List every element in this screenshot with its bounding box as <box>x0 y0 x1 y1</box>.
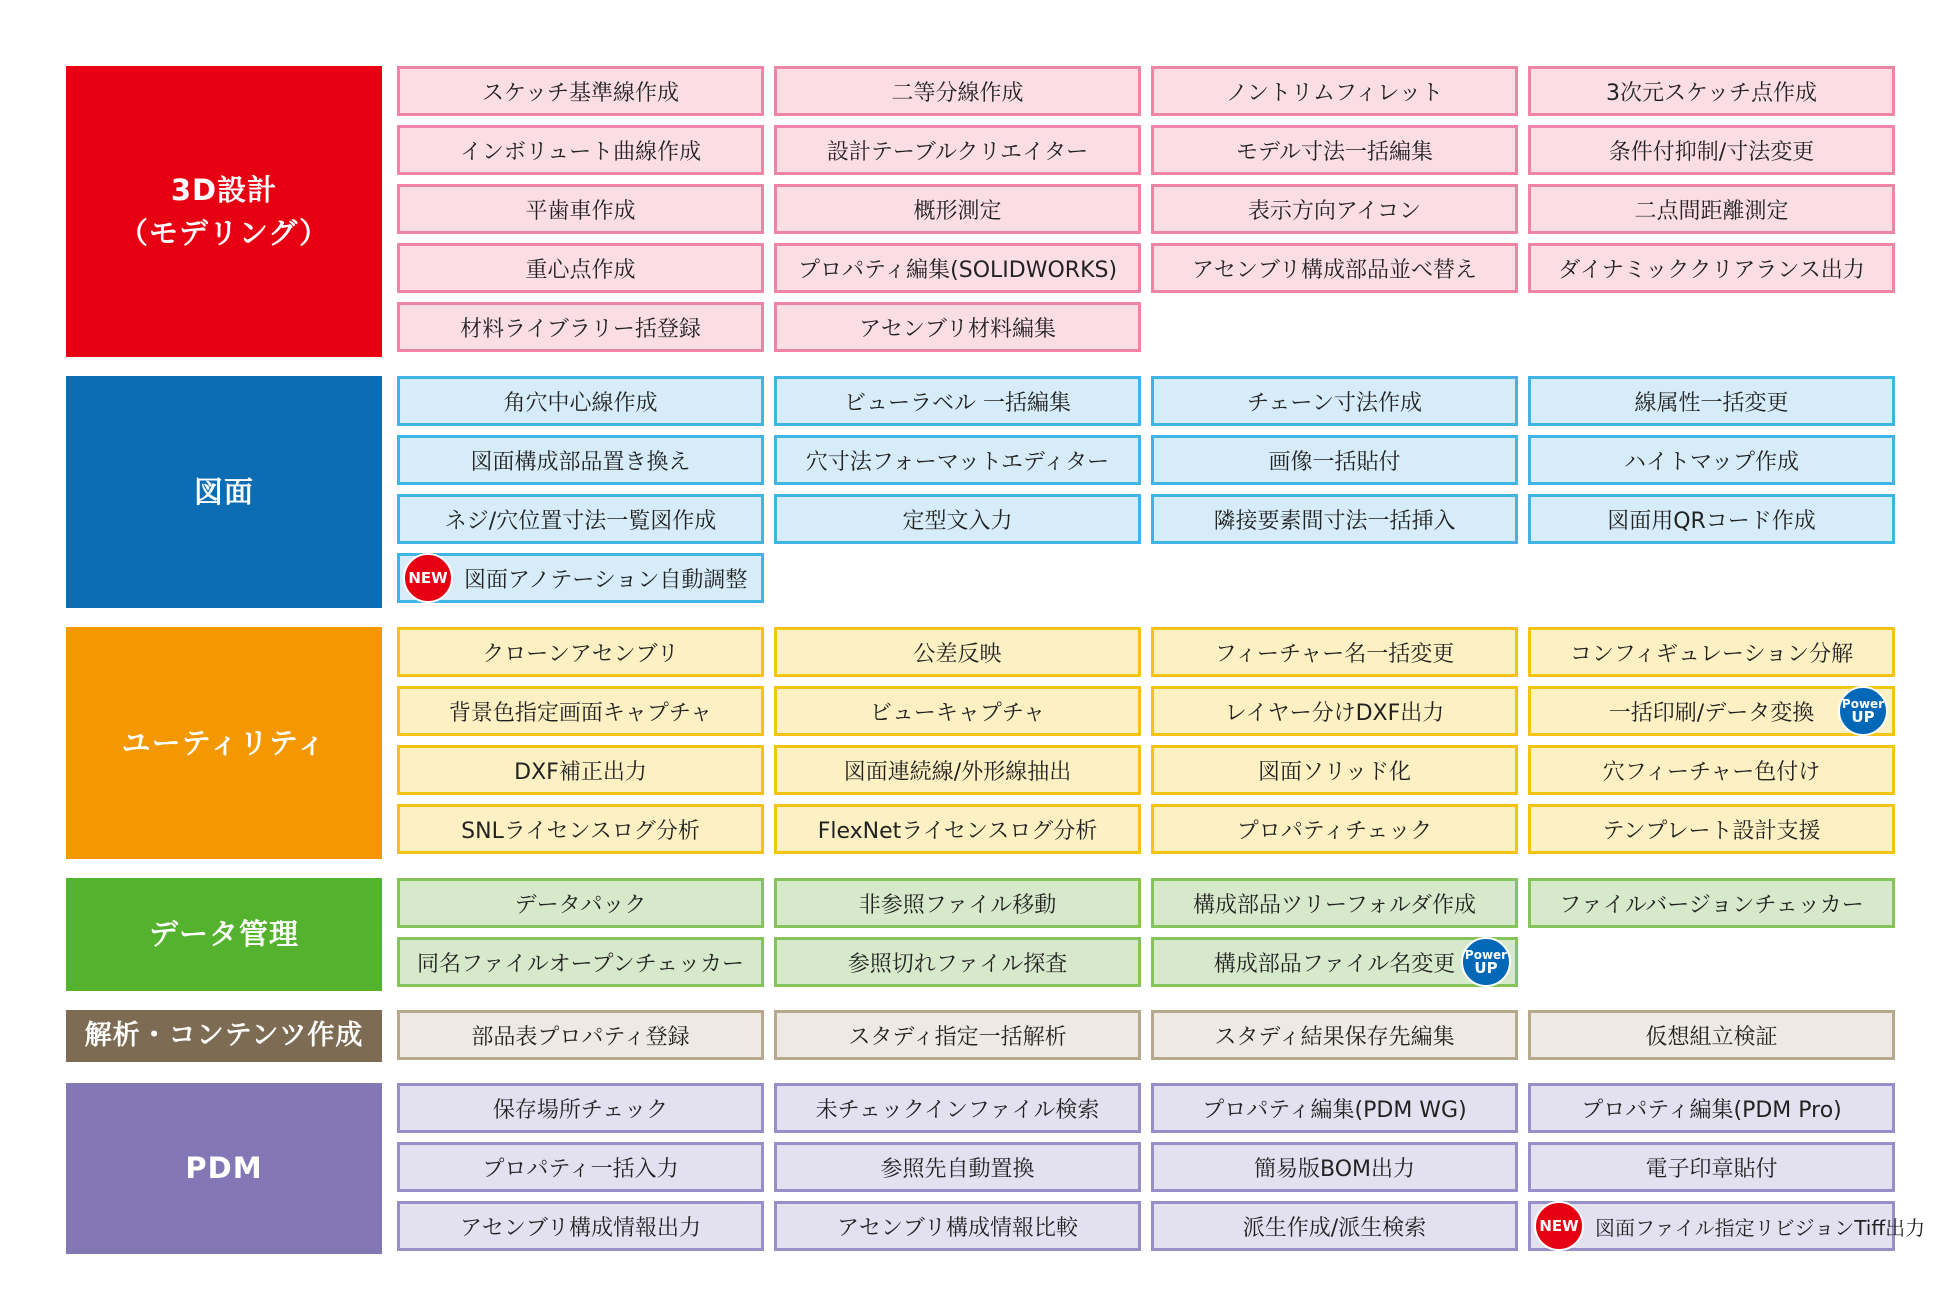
feature-item[interactable]: 画像一括貼付 <box>1151 435 1518 485</box>
category-label: 3D設計 （モデリング） <box>66 66 382 357</box>
feature-item[interactable]: SNLライセンスログ分析 <box>397 804 764 854</box>
feature-item[interactable]: 穴フィーチャー色付け <box>1528 745 1895 795</box>
feature-item[interactable]: ハイトマップ作成 <box>1528 435 1895 485</box>
feature-item[interactable]: プロパティ一括入力 <box>397 1142 764 1192</box>
feature-item[interactable]: DXF補正出力 <box>397 745 764 795</box>
feature-item[interactable]: 図面ソリッド化 <box>1151 745 1518 795</box>
feature-item[interactable]: スタディ指定一括解析 <box>774 1010 1141 1060</box>
feature-item[interactable]: 図面構成部品置き換え <box>397 435 764 485</box>
power-up-badge-bottom: UP <box>1851 707 1875 726</box>
section-data-management <box>66 878 1894 991</box>
feature-item[interactable]: プロパティチェック <box>1151 804 1518 854</box>
feature-item[interactable]: 未チェックインファイル検索 <box>774 1083 1141 1133</box>
feature-item[interactable]: ノントリムフィレット <box>1151 66 1518 116</box>
feature-item[interactable]: 定型文入力 <box>774 494 1141 544</box>
feature-item[interactable]: 図面用QRコード作成 <box>1528 494 1895 544</box>
category-label: ユーティリティ <box>66 627 382 859</box>
feature-item[interactable]: スケッチ基準線作成 <box>397 66 764 116</box>
feature-item[interactable]: 公差反映 <box>774 627 1141 677</box>
feature-item[interactable]: ビューキャプチャ <box>774 686 1141 736</box>
section-3d-design <box>66 66 1894 357</box>
feature-item[interactable] <box>1151 937 1518 987</box>
feature-item[interactable]: 保存場所チェック <box>397 1083 764 1133</box>
feature-grid <box>397 878 1895 987</box>
feature-item[interactable]: 二等分線作成 <box>774 66 1141 116</box>
feature-grid <box>397 66 1895 352</box>
feature-item[interactable]: 電子印章貼付 <box>1528 1142 1895 1192</box>
feature-grid <box>397 627 1895 854</box>
category-label: 解析・コンテンツ作成 <box>66 1010 382 1062</box>
category-label: データ管理 <box>66 878 382 991</box>
feature-item-label: 図面ファイル指定リビジョンTiff出力 <box>1595 1215 1926 1240</box>
feature-item[interactable]: 図面連続線/外形線抽出 <box>774 745 1141 795</box>
power-up-badge-top: Power <box>1841 696 1885 711</box>
power-up-badge-bottom: UP <box>1474 958 1498 977</box>
feature-item[interactable]: 条件付抑制/寸法変更 <box>1528 125 1895 175</box>
feature-item[interactable]: 部品表プロパティ登録 <box>397 1010 764 1060</box>
feature-grid <box>397 1083 1926 1251</box>
feature-item[interactable]: プロパティ編集(PDM WG) <box>1151 1083 1518 1133</box>
feature-item[interactable] <box>1528 1201 1926 1251</box>
feature-item[interactable]: クローンアセンブリ <box>397 627 764 677</box>
feature-item[interactable]: 3次元スケッチ点作成 <box>1528 66 1895 116</box>
section-analysis <box>66 1010 1894 1062</box>
feature-item[interactable]: 隣接要素間寸法一括挿入 <box>1151 494 1518 544</box>
feature-item[interactable]: データパック <box>397 878 764 928</box>
feature-item[interactable]: テンプレート設計支援 <box>1528 804 1895 854</box>
feature-item-label: 図面アノテーション自動調整 <box>464 567 748 593</box>
feature-item[interactable]: 簡易版BOM出力 <box>1151 1142 1518 1192</box>
feature-item[interactable]: レイヤー分けDXF出力 <box>1151 686 1518 736</box>
power-up-badge-top: Power <box>1464 947 1508 962</box>
feature-item[interactable]: コンフィギュレーション分解 <box>1528 627 1895 677</box>
feature-item[interactable]: 参照先自動置換 <box>774 1142 1141 1192</box>
feature-item[interactable]: プロパティ編集(PDM Pro) <box>1528 1083 1895 1133</box>
feature-item-label: 構成部品ファイル名変更 <box>1213 951 1456 977</box>
feature-item[interactable]: 非参照ファイル移動 <box>774 878 1141 928</box>
feature-item[interactable]: アセンブリ構成情報出力 <box>397 1201 764 1251</box>
feature-item[interactable]: ネジ/穴位置寸法一覧図作成 <box>397 494 764 544</box>
feature-grid <box>397 1010 1895 1060</box>
feature-item[interactable]: チェーン寸法作成 <box>1151 376 1518 426</box>
feature-item[interactable]: ビューラベル 一括編集 <box>774 376 1141 426</box>
new-badge: NEW <box>1534 1201 1584 1251</box>
feature-item[interactable]: ダイナミッククリアランス出力 <box>1528 243 1895 293</box>
feature-item[interactable]: インボリュート曲線作成 <box>397 125 764 175</box>
power-up-badge <box>1461 937 1511 987</box>
feature-item[interactable]: アセンブリ材料編集 <box>774 302 1141 352</box>
category-label: PDM <box>66 1083 382 1254</box>
feature-item[interactable] <box>397 553 764 603</box>
feature-item[interactable]: 重心点作成 <box>397 243 764 293</box>
feature-item[interactable]: 同名ファイルオープンチェッカー <box>397 937 764 987</box>
feature-item[interactable]: 表示方向アイコン <box>1151 184 1518 234</box>
feature-item[interactable]: 平歯車作成 <box>397 184 764 234</box>
feature-item[interactable]: フィーチャー名一括変更 <box>1151 627 1518 677</box>
feature-item[interactable]: 概形測定 <box>774 184 1141 234</box>
feature-item[interactable]: 背景色指定画面キャプチャ <box>397 686 764 736</box>
feature-item[interactable]: スタディ結果保存先編集 <box>1151 1010 1518 1060</box>
feature-item[interactable]: 設計テーブルクリエイター <box>774 125 1141 175</box>
feature-item[interactable]: アセンブリ構成情報比較 <box>774 1201 1141 1251</box>
section-pdm <box>66 1083 1926 1254</box>
feature-item[interactable]: 仮想組立検証 <box>1528 1010 1895 1060</box>
feature-item[interactable]: 派生作成/派生検索 <box>1151 1201 1518 1251</box>
feature-item[interactable]: プロパティ編集(SOLIDWORKS) <box>774 243 1141 293</box>
new-badge: NEW <box>403 553 453 603</box>
feature-item[interactable]: 穴寸法フォーマットエディター <box>774 435 1141 485</box>
feature-item[interactable]: 材料ライブラリー括登録 <box>397 302 764 352</box>
feature-item[interactable]: ファイルバージョンチェッカー <box>1528 878 1895 928</box>
section-drawing <box>66 376 1894 608</box>
feature-item[interactable]: モデル寸法一括編集 <box>1151 125 1518 175</box>
category-label: 図面 <box>66 376 382 608</box>
power-up-badge <box>1838 686 1888 736</box>
feature-item[interactable]: 参照切れファイル探査 <box>774 937 1141 987</box>
feature-item[interactable]: アセンブリ構成部品並べ替え <box>1151 243 1518 293</box>
feature-item[interactable]: 線属性一括変更 <box>1528 376 1895 426</box>
feature-item[interactable] <box>1528 686 1895 736</box>
feature-grid <box>397 376 1895 603</box>
feature-item[interactable]: 角穴中心線作成 <box>397 376 764 426</box>
feature-item[interactable]: FlexNetライセンスログ分析 <box>774 804 1141 854</box>
section-utility <box>66 627 1894 859</box>
feature-item[interactable]: 二点間距離測定 <box>1528 184 1895 234</box>
feature-item[interactable]: 構成部品ツリーフォルダ作成 <box>1151 878 1518 928</box>
feature-item-label: 一括印刷/データ変換 <box>1608 700 1815 726</box>
